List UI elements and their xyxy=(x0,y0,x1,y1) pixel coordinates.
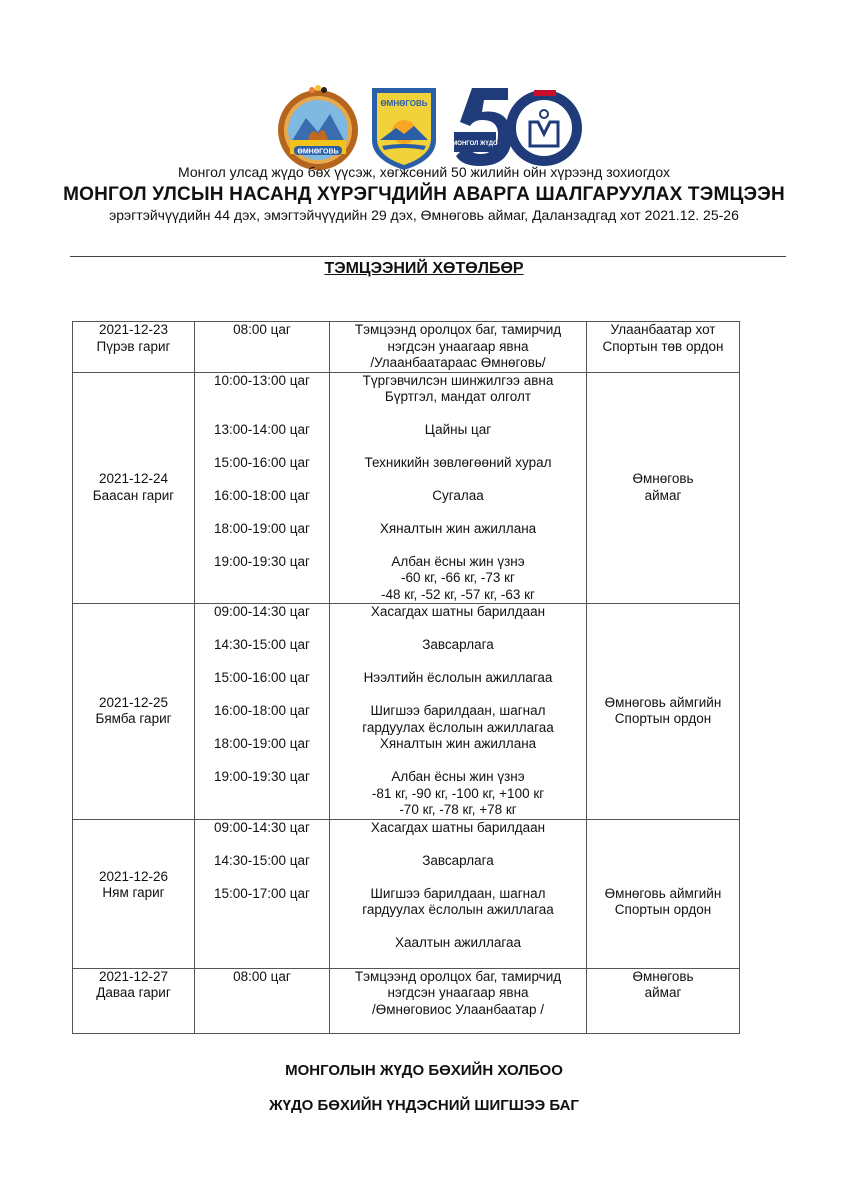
weekday: Бямба гариг xyxy=(95,711,172,727)
time: 09:00-14:30 цаг xyxy=(214,604,310,619)
document-subtitle: эрэгтэйчүүдийн 44 дэх, эмэгтэйчүүдийн 29 дэх, Өмнөговь аймаг, Даланзадгад хот 2021.12. 25-26 xyxy=(109,207,739,223)
activity-line: Бүртгэл, мандат олголт xyxy=(384,389,532,404)
logo-strip xyxy=(0,80,848,170)
location-line: аймаг xyxy=(644,985,682,1000)
date: 2021-12-23 xyxy=(98,322,169,337)
intro-text: Монгол улсад жүдо бөх үүсэж, хөгжсөний 50 жилийн ойн хүрээнд зохиогдох xyxy=(178,164,670,180)
table-row xyxy=(73,968,740,1033)
time: 08:00 цаг xyxy=(233,968,291,984)
location-line: Өмнөговь аймгийн xyxy=(604,694,722,710)
location-line: аймаг xyxy=(644,487,682,503)
time: 15:00-16:00 цаг xyxy=(214,454,310,470)
activity-line: -60 кг, -66 кг, -73 кг xyxy=(401,570,515,585)
date-cell xyxy=(73,372,195,604)
time: 08:00 цаг xyxy=(233,322,291,337)
activity-line: Шигшээ барилдаан, шагнал xyxy=(370,885,546,901)
table-row xyxy=(73,322,740,373)
location-line: Спортын ордон xyxy=(614,902,712,917)
activity-line: Албан ёсны жин үзнэ xyxy=(391,769,525,784)
time: 18:00-19:00 цаг xyxy=(214,520,310,536)
time-cell xyxy=(195,322,330,373)
weekday: Баасан гариг xyxy=(92,487,175,503)
svg-text:МОНГОЛ ЖҮДО: МОНГОЛ ЖҮДО xyxy=(452,141,498,147)
activity-line: Техникийн зөвлөгөөний хурал xyxy=(364,454,552,470)
activity-line: /Улаанбаатараас Өмнөговь/ xyxy=(370,355,546,370)
activity-line: нэгдсэн унаагаар явна xyxy=(387,338,529,354)
document-title: МОНГОЛ УЛСЫН НАСАНД ХҮРЭГЧДИЙН АВАРГА ШАЛГАРУУЛАХ ТЭМЦЭЭН xyxy=(63,184,785,205)
date: 2021-12-24 xyxy=(98,471,169,487)
activity-line: Хасагдах шатны барилдаан xyxy=(370,604,546,619)
time-cell xyxy=(195,819,330,968)
activity-line: гардуулах ёслолын ажиллагаа xyxy=(362,719,554,735)
location-line: Спортын ордон xyxy=(614,711,712,727)
activity-line: Албан ёсны жин үзнэ xyxy=(391,553,525,569)
date-cell xyxy=(73,322,195,373)
activity-line: Хасагдах шатны барилдаан xyxy=(370,819,546,835)
activity-line: Шигшээ барилдаан, шагнал xyxy=(370,703,546,718)
location-line: Өмнөговь аймгийн xyxy=(604,885,722,901)
time: 15:00-16:00 цаг xyxy=(214,670,310,685)
activity-line: Тэмцээнд оролцох баг, тамирчид xyxy=(354,322,562,337)
table-row xyxy=(73,604,740,820)
svg-text:ӨМНӨГОВЬ: ӨМНӨГОВЬ xyxy=(297,148,339,156)
time-cell xyxy=(195,968,330,1033)
location-cell xyxy=(587,819,740,968)
location-cell xyxy=(587,322,740,373)
date: 2021-12-27 xyxy=(98,968,169,984)
date: 2021-12-26 xyxy=(98,868,169,884)
time: 13:00-14:00 цаг xyxy=(214,421,310,437)
activity-line: -81 кг, -90 кг, -100 кг, +100 кг xyxy=(371,785,545,801)
svg-text:ӨМНӨГОВЬ: ӨМНӨГОВЬ xyxy=(380,99,428,108)
table-row xyxy=(73,819,740,968)
omnogovi-aimag-emblem-icon xyxy=(274,84,362,172)
activity-line: Тэмцээнд оролцох баг, тамирчид xyxy=(354,968,562,984)
activity-line: Завсарлага xyxy=(422,637,494,652)
time: 09:00-14:30 цаг xyxy=(214,819,310,835)
weekday: Ням гариг xyxy=(102,885,165,900)
location-line: Өмнөговь xyxy=(632,968,694,984)
location-line: Улаанбаатар хот xyxy=(610,322,716,337)
activity-line: Сугалаа xyxy=(432,487,484,503)
date-cell xyxy=(73,604,195,820)
activity-line: Нээлтийн ёслолын ажиллагаа xyxy=(363,670,553,685)
activity-cell xyxy=(330,968,587,1033)
time: 10:00-13:00 цаг xyxy=(214,372,310,388)
time: 14:30-15:00 цаг xyxy=(214,637,310,652)
activity-line: нэгдсэн унаагаар явна xyxy=(387,985,529,1000)
activity-line: Хяналтын жин ажиллана xyxy=(379,520,537,536)
time: 19:00-19:30 цаг xyxy=(214,553,310,569)
time: 15:00-17:00 цаг xyxy=(214,885,310,901)
time: 16:00-18:00 цаг xyxy=(214,703,310,718)
schedule-table xyxy=(72,321,740,1034)
date: 2021-12-25 xyxy=(98,694,169,710)
horizontal-divider xyxy=(70,256,786,257)
activity-cell xyxy=(330,322,587,373)
activity-line: гардуулах ёслолын ажиллагаа xyxy=(362,902,554,917)
activity-line: -70 кг, -78 кг, +78 кг xyxy=(399,802,517,817)
location-line: Спортын төв ордон xyxy=(602,338,724,354)
time: 18:00-19:00 цаг xyxy=(214,736,310,751)
activity-line: Хаалтын ажиллагаа xyxy=(395,935,521,950)
schedule-heading: ТЭМЦЭЭНИЙ ХӨТӨЛБӨР xyxy=(324,260,524,277)
activity-slot xyxy=(330,373,586,422)
activity-line: /Өмнөговиос Улаанбаатар / xyxy=(371,1001,545,1017)
activity-line: Завсарлага xyxy=(422,852,494,868)
omnogovi-shield-emblem-icon xyxy=(368,84,440,172)
time: 14:30-15:00 цаг xyxy=(214,852,310,868)
weekday: Даваа гариг xyxy=(96,985,171,1000)
time-cell xyxy=(195,604,330,820)
location-cell xyxy=(587,372,740,604)
activity-line: -48 кг, -52 кг, -57 кг, -63 кг xyxy=(381,586,535,602)
date-cell xyxy=(73,819,195,968)
time: 19:00-19:30 цаг xyxy=(214,769,310,784)
date-cell xyxy=(73,968,195,1033)
location-cell xyxy=(587,604,740,820)
time-cell xyxy=(195,372,330,604)
activity-line: Түргэвчилсэн шинжилгээ авна xyxy=(362,372,554,388)
weekday: Пүрэв гариг xyxy=(96,338,171,354)
footer-team: ЖҮДО БӨХИЙН ҮНДЭСНИЙ ШИГШЭЭ БАГ xyxy=(269,1097,579,1114)
footer-organization: МОНГОЛЫН ЖҮДО БӨХИЙН ХОЛБОО xyxy=(285,1062,563,1079)
time: 16:00-18:00 цаг xyxy=(214,487,310,503)
activity-cell xyxy=(330,819,587,968)
activity-cell xyxy=(330,604,587,820)
mongolian-judo-association-logo-icon xyxy=(452,82,587,172)
table-row xyxy=(73,372,740,604)
activity-cell xyxy=(330,372,587,604)
location-cell xyxy=(587,968,740,1033)
activity-line: Цайны цаг xyxy=(424,421,492,437)
activity-line: Хяналтын жин ажиллана xyxy=(379,736,537,751)
location-line: Өмнөговь xyxy=(632,471,694,487)
